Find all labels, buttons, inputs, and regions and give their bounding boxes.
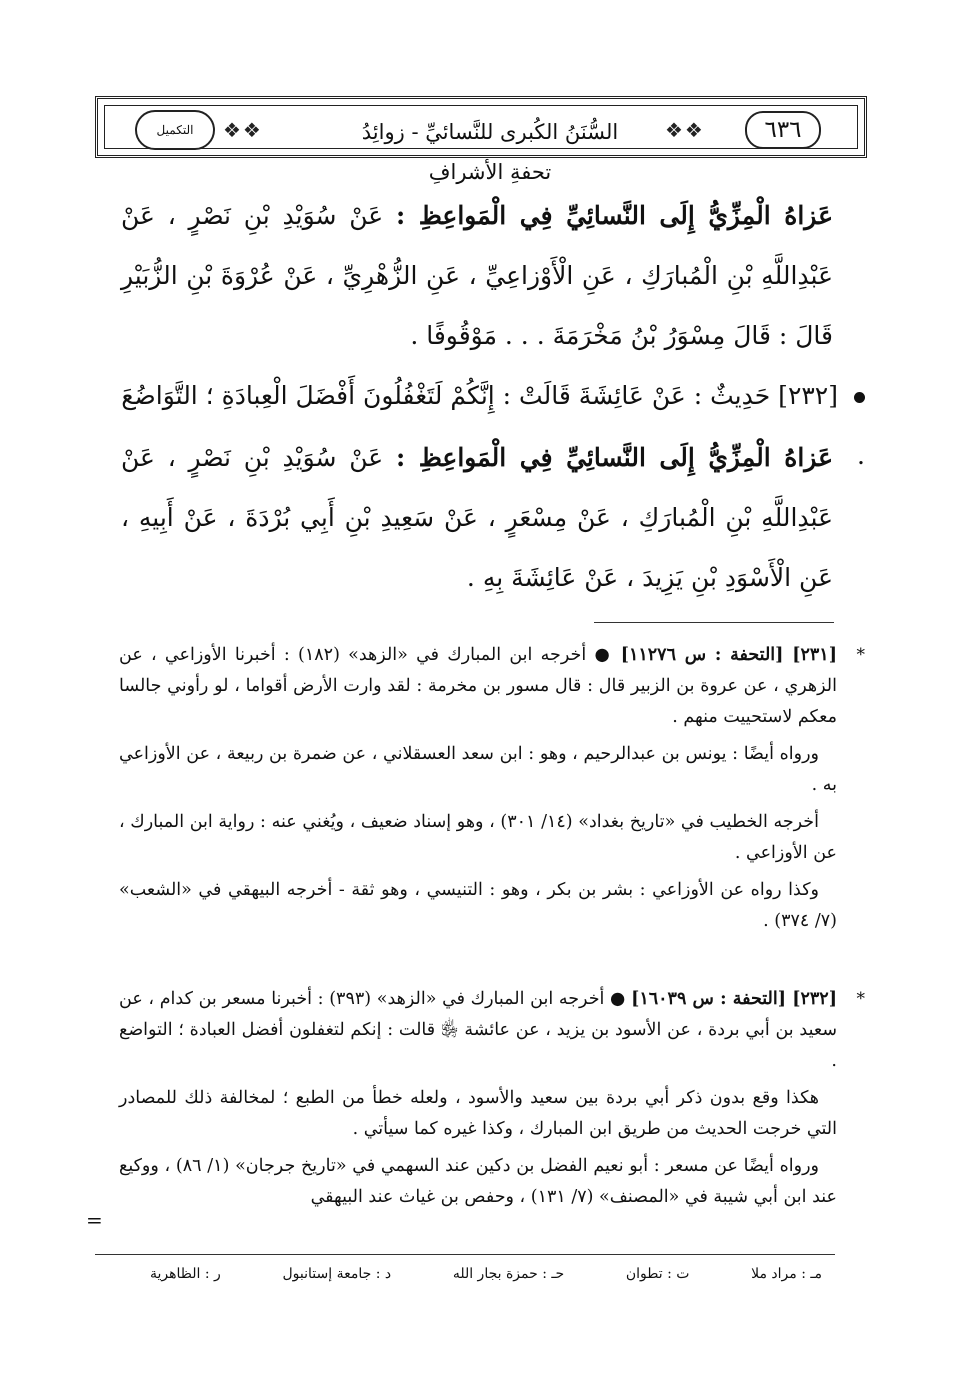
manuscript-legend — [150, 1262, 822, 1286]
continuation-mark: = — [86, 1208, 103, 1232]
legend-item: ت : تطوان — [625, 1266, 690, 1282]
footnote-text: ● أخرجه ابن المبارك في «الزهد» (١٨٢) : أخبرنا الأوزاعي ، عن الزهري ، عن عروة بن الزبير قال : قال مسور بن مخرمة : لقد وارت الأرض أقواما ، لو رأوني جالسا معكم لاستحييت منهم . — [119, 645, 837, 727]
hadith-number: [٢٣٢] — [778, 381, 838, 410]
legend-item: حـ : حمزة بجار الله — [452, 1266, 565, 1282]
book-emblem: التكميل — [135, 110, 215, 150]
attribution-chain: عَنْ سُوَيْدِ بْنِ نَصْرٍ ، عَنْ عَبْدِاللَّهِ بْنِ الْمُبارَكِ ، عَنِ الْأَوْزاعِيِّ ، عَنِ الزُّهْرِيِّ ، عَنْ عُرْوَةَ بْنِ الزُّبَيْرِ قَالَ : قَالَ مِسْوَرُ بْنُ مَخْرَمَةَ . . . مَوْقُوفًا . — [121, 201, 833, 350]
footnote-heading: [٢٣٢] [التحفة : س ١٦٠٣٩] — [631, 989, 837, 1009]
footnote-paragraph: هكذا وقع بدون ذكر أبي بردة بين سعيد والأسود ، ولعله خطأ من الطبع ؛ لمخالفة ذلك للمصادر التي خرجت الحديث من طريق ابن المبارك ، وكذا غيره كما سيأتي . — [119, 1088, 837, 1139]
hadith-text: حَدِيثٌ : عَنْ عَائِشَةَ قَالَتْ : إِنَّكُمْ لَتَغْفُلُونَ أَفْضَلَ الْعِبادَةِ ؛ التَّوَاضُعَ . — [121, 381, 865, 470]
footnote-star: * — [856, 989, 865, 1009]
footnote — [119, 640, 865, 943]
bullet-icon — [854, 392, 865, 403]
legend-separator — [95, 1254, 835, 1255]
header-inner-frame — [104, 105, 858, 184]
attribution-paragraph — [121, 186, 833, 366]
footnote-paragraph: أخرجه الخطيب في «تاريخ بغداد» (١٤/ ٣٠١) ، وهو إسناد ضعيف ، ويُغني عنه : رواية ابن المبارك ، عن الأوزاعي . — [119, 812, 837, 863]
footnote-paragraph: ورواه أيضًا : يونس بن عبدالرحيم ، وهو : ابن سعد العسقلاني ، عن ضمرة بن ربيعة ، عن الأوزاعي به . — [119, 744, 837, 795]
ornament-icon: ❖❖ — [223, 118, 263, 142]
footnote-paragraph: وكذا رواه عن الأوزاعي : بشر بن بكر ، وهو : التنيسي ، وهو ثقة - أخرجه البيهقي في «الشعب» (٧/ ٣٧٤) . — [119, 880, 837, 931]
page-number: ٦٣٦ — [745, 111, 821, 149]
footnote-paragraph — [119, 984, 837, 1077]
attribution-label: عَزاهُ الْمِزِّيُّ إِلَى النَّسائِيِّ فِي الْمَواعِظِ : — [395, 443, 834, 472]
footnote — [119, 984, 865, 1219]
page-header — [95, 96, 867, 184]
attribution-label: عَزاهُ الْمِزِّيُّ إِلَى النَّسائِيِّ فِي الْمَواعِظِ : — [395, 201, 834, 230]
attribution-chain: عَنْ سُوَيْدِ بْنِ نَصْرٍ ، عَنْ عَبْدِاللَّهِ بْنِ الْمُبارَكِ ، عَنْ مِسْعَرٍ ، عَنْ سَعِيدِ بْنِ أَبِي بُرْدَةَ ، عَنْ أَبِيهِ ، عَنِ الْأَسْوَدِ بْنِ يَزِيدَ ، عَنْ عَائِشَةَ بِهِ . — [121, 443, 833, 592]
attribution-paragraph — [121, 428, 833, 608]
footnote-separator — [594, 622, 834, 623]
legend-item: ر : الظاهرية — [150, 1266, 221, 1282]
running-title: السُّنَنُ الكُبرى للنَّسائيِّ - زوائِدُ تحفةِ الأشرافِ — [361, 120, 619, 184]
footnote-heading: [٢٣١] [التحفة : س ١١٢٧٦] — [620, 645, 837, 665]
legend-item: مـ : مراد ملا — [751, 1266, 822, 1282]
footnote-text: ● أخرجه ابن المبارك في «الزهد» (٣٩٣) : أخبرنا مسعر بن كدام ، عن سعيد بن أبي بردة ، عن الأسود بن يزيد ، عن عائشة ﵂ قالت : إنكم لتغفلون أفضل العبادة ؛ التواضع . — [119, 989, 837, 1071]
ornament-icon: ❖❖ — [665, 118, 705, 142]
footnote-paragraph: ورواه أيضًا عن مسعر : أبو نعيم الفضل بن دكين عند السهمي في «تاريخ جرجان» (١/ ٨٦) ، ووكيع عند ابن أبي شيبة في «المصنف» (٧/ ١٣١) ، وحفص بن غياث عند البيهقي — [119, 1156, 837, 1207]
footnote-paragraph — [119, 640, 837, 733]
legend-item: د : جامعة إستانبول — [282, 1266, 392, 1282]
footnote-star: * — [856, 645, 865, 665]
